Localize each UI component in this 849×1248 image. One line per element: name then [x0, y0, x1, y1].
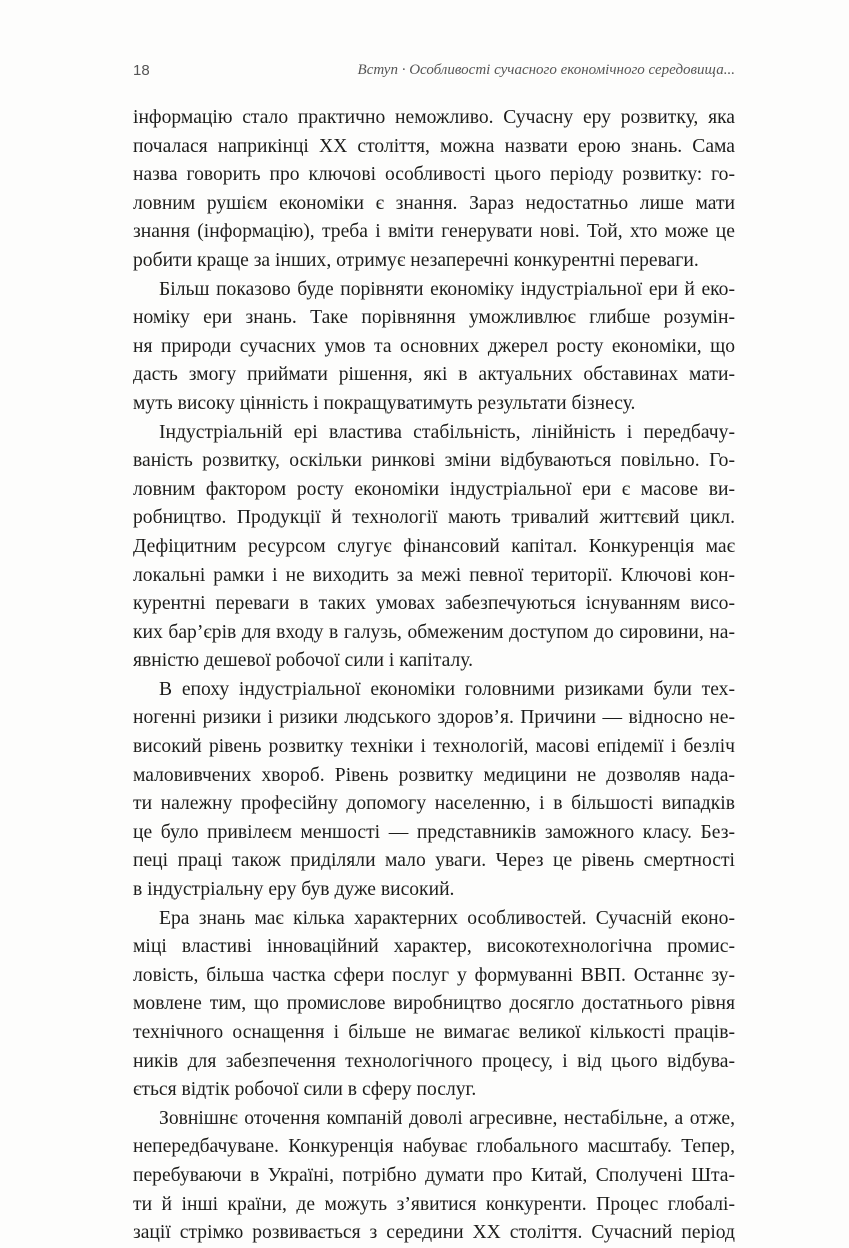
text-line: перебуваючи в Україні, потрібно думати про Китай, Сполучені Шта- [133, 1164, 735, 1186]
paragraph [133, 104, 735, 276]
text-line: технічного оснащення і більше не вимагає великої кількості праців- [133, 1022, 735, 1043]
text-line: ких бар’єрів для входу в галузь, обмеженим доступом до сировини, на- [133, 621, 735, 643]
text-line: Зовнішнє оточення компаній доволі агресивне, нестабільне, а отже, [159, 1107, 735, 1129]
text-line: явністю дешевої робочої сили і капіталу. [133, 650, 474, 672]
text-line: ти належну професійну допомогу населенню, і в більшості випадків [133, 793, 735, 815]
text-line: назва говорить про ключові особливості цього періоду розвитку: го- [133, 164, 735, 186]
text-line: ти й інші країни, де можуть з’явитися конкуренти. Процес глобалі- [133, 1193, 735, 1215]
text-line: почалася наприкінці XX століття, можна назвати ерою знань. Сама [133, 135, 735, 157]
text-line: маловивчених хвороб. Рівень розвитку медицини не дозволяв нада- [133, 764, 735, 786]
text-line: локальні рамки і не виходить за межі певної території. Ключові кон- [133, 564, 735, 586]
text-line: ня природи сучасних умов та основних джерел росту економіки, що [133, 335, 735, 357]
text-line: Індустріальній ері властива стабільність, лінійність і передбачу- [159, 421, 735, 443]
text-line: робництво. Продукції й технології мають тривалий життєвий цикл. [133, 507, 735, 529]
text-line: ловість, більша частка сфери послуг у формуванні ВВП. Останнє зу- [133, 964, 735, 986]
paragraph [133, 419, 735, 676]
text-line: муть високу цінність і покращуватимуть результати бізнесу. [133, 392, 636, 414]
text-line: Більш показово буде порівняти економіку індустріальної ери й еко- [159, 278, 735, 300]
text-line: це було привілеєм меншості — представників заможного класу. Без- [133, 821, 735, 843]
text-line: високий рівень розвитку техніки і технологій, масові епідемії і безліч [133, 736, 735, 758]
text-line: мовлене тим, що промислове виробництво досягло достатнього рівня [133, 993, 735, 1015]
body-text [133, 104, 735, 1248]
text-line: в індустріальну еру був дуже високий. [133, 879, 455, 901]
text-line: ловним рушієм економіки є знання. Зараз недостатньо лише мати [133, 192, 735, 214]
text-line: Ера знань має кілька характерних особливостей. Сучасній еконо- [159, 907, 735, 929]
paragraph [133, 1105, 735, 1248]
text-line: зації стрімко розвивається з середини XX століття. Сучасний період [133, 1222, 735, 1244]
text-line: ників для забезпечення технологічного процесу, і від цього відбува- [133, 1050, 735, 1072]
text-line: В епоху індустріальної економіки головними ризиками були тех- [159, 678, 735, 700]
text-line: ється відтік робочої сили в сферу послуг. [133, 1079, 477, 1101]
text-line: міці властиві інноваційний характер, високотехнологічна промис- [133, 936, 735, 958]
text-line: знання (інформацію), треба і вміти генерувати нові. Той, хто може це [133, 221, 735, 243]
running-title: Вступ · Особливості сучасного економічного середовища... [357, 62, 735, 78]
text-line: непередбачуване. Конкуренція набуває глобального масштабу. Тепер, [133, 1136, 735, 1158]
text-line: дасть змогу приймати рішення, які в актуальних обставинах мати- [133, 364, 735, 386]
text-line: номіку ери знань. Таке порівняння уможливлює глибше розумін- [133, 307, 735, 329]
page-number: 18 [133, 62, 150, 79]
paragraph [133, 905, 735, 1105]
page-header [133, 62, 735, 86]
text-line: робити краще за інших, отримує незаперечні конкурентні переваги. [133, 249, 699, 271]
text-line: ногенні ризики і ризики людського здоров’я. Причини — відносно не- [133, 707, 735, 729]
paragraph [133, 276, 735, 419]
text-line: інформацію стало практично неможливо. Сучасну еру розвитку, яка [133, 107, 735, 128]
paragraph [133, 676, 735, 905]
text-line: курентні переваги в таких умовах забезпечуються існуванням висо- [133, 593, 735, 615]
text-line: ловним фактором росту економіки індустріальної ери є масове ви- [133, 478, 735, 500]
text-line: Дефіцитним ресурсом слугує фінансовий капітал. Конкуренція має [133, 535, 735, 557]
text-line: пеці праці також приділяли мало уваги. Через це рівень смертності [133, 850, 735, 872]
text-line: ваність розвитку, оскільки ринкові зміни відбуваються повільно. Го- [133, 450, 735, 472]
